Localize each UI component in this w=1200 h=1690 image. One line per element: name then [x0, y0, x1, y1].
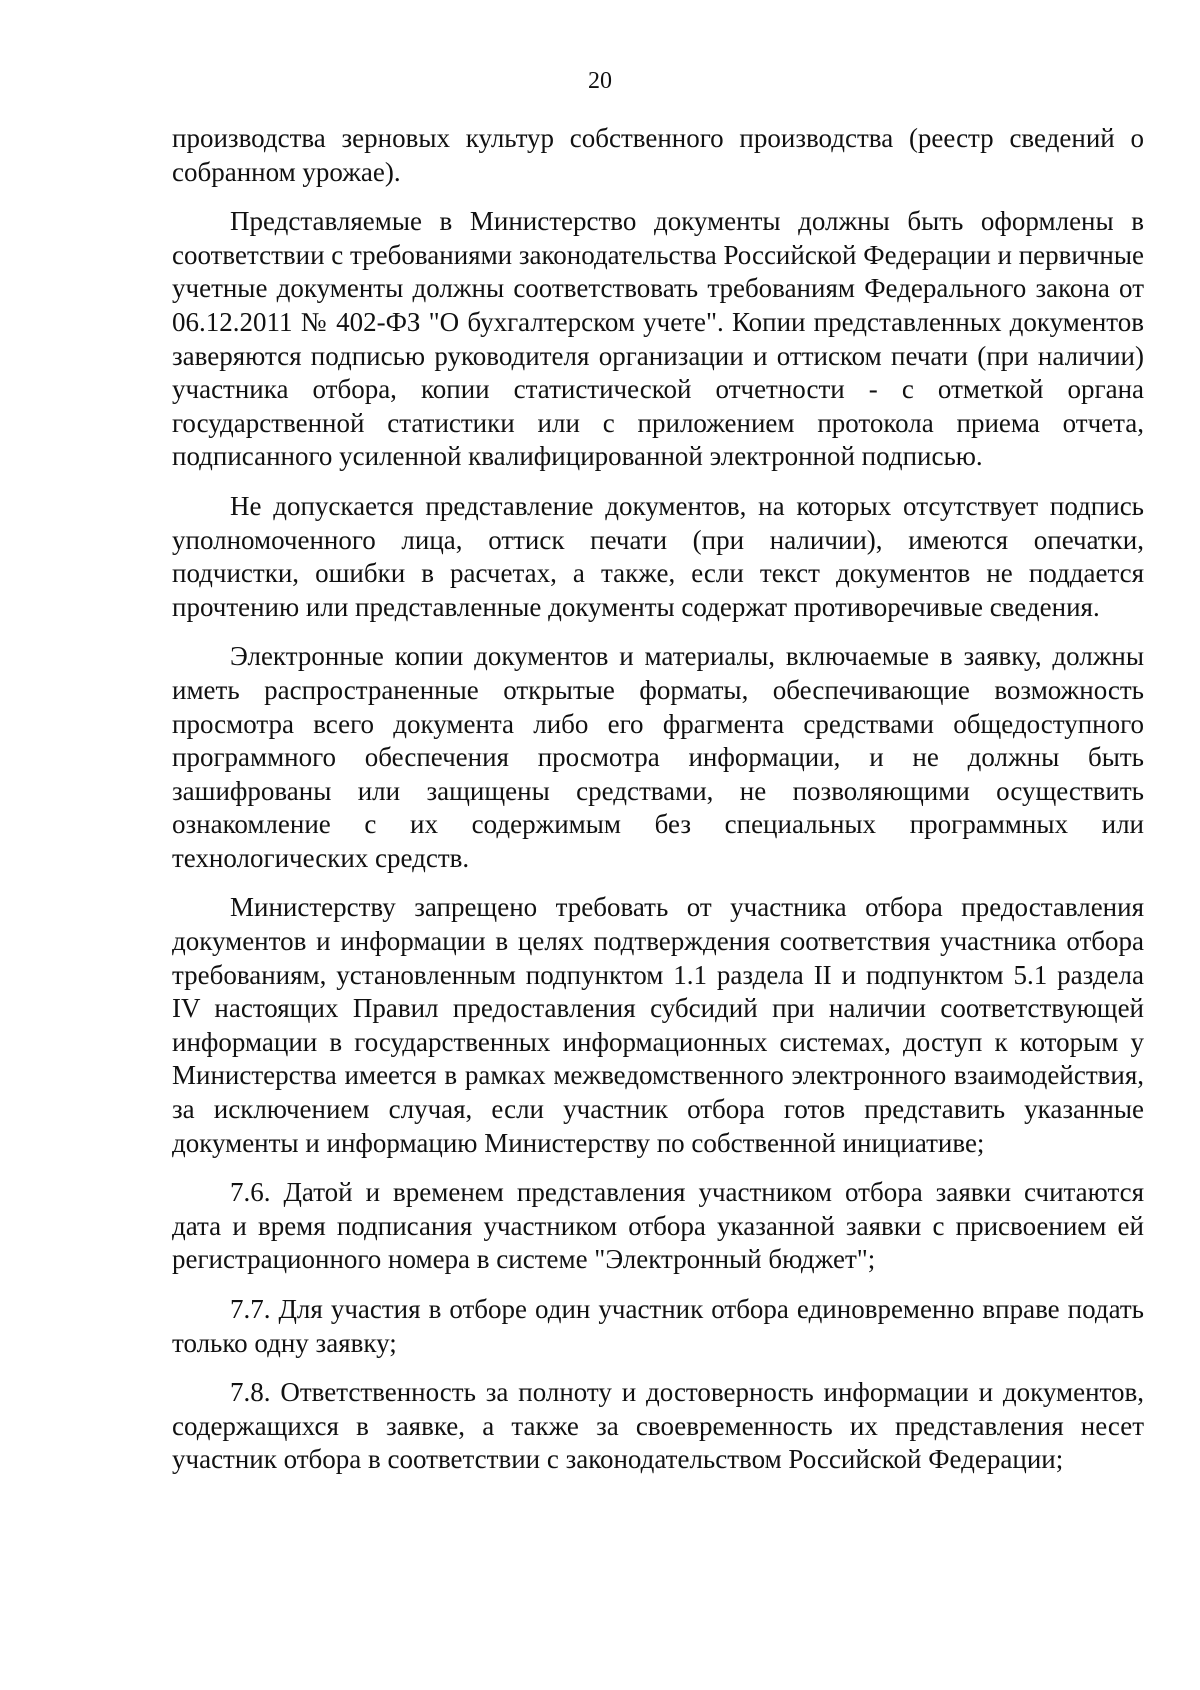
page-number: 20: [588, 68, 612, 94]
paragraph-continuation: производства зерновых культур собственного производства (реестр сведений о собранном урожае).: [172, 123, 1144, 187]
paragraph-7-8: 7.8. Ответственность за полноту и достоверность информации и документов, содержащихся в заявке, а также за своевременность их представления несет участник отбора в соответствии с законодательством Российской Федерации;: [172, 1377, 1144, 1475]
paragraph-ministry-prohibited: Министерству запрещено требовать от участника отбора предоставления документов и информации в целях подтверждения соответствия участника отбора требованиям, установленным подпунктом 1.1 раздела II и подпунктом 5.1 раздела IV настоящих Правил предоставления субсидий при наличии соответствующей информации в государственных информационных системах, доступ к которым у Министерства имеется в рамках межведомственного электронного взаимодействия, за исключением случая, если участник отбора готов представить указанные документы и информацию Министерству по собственной инициативе;: [172, 892, 1144, 1158]
document-body: [172, 122, 1144, 1493]
paragraph-electronic-copies: Электронные копии документов и материалы, включаемые в заявку, должны иметь распространенные открытые форматы, обеспечивающие возможность просмотра всего документа либо его фрагмента средствами общедоступного программного обеспечения просмотра информации, и не должны быть зашифрованы или защищены средствами, не позволяющими осуществить ознакомление с их содержимым без специальных программных или технологических средств.: [172, 641, 1144, 873]
paragraph-7-7: 7.7. Для участия в отборе один участник отбора единовременно вправе подать только одну заявку;: [172, 1294, 1144, 1358]
paragraph-not-allowed: Не допускается представление документов, на которых отсутствует подпись уполномоченного лица, оттиск печати (при наличии), имеются опечатки, подчистки, ошибки в расчетах, а также, если текст документов не поддается прочтению или представленные документы содержат противоречивые сведения.: [172, 490, 1144, 622]
paragraph-documents-requirements: Представляемые в Министерство документы должны быть оформлены в соответствии с требованиями законодательства Российской Федерации и первичные учетные документы должны соответствовать требованиям Федерального закона от 06.12.2011 № 402-ФЗ "О бухгалтерском учете". Копии представленных документов заверяются подписью руководителя организации и оттиском печати (при наличии) участника отбора, копии статистической отчетности - с отметкой органа государственной статистики или с приложением протокола приема отчета, подписанного усиленной квалифицированной электронной подписью.: [172, 206, 1144, 472]
paragraph-7-6: 7.6. Датой и временем представления участником отбора заявки считаются дата и время подписания участником отбора указанной заявки с присвоением ей регистрационного номера в системе "Электронный бюджет";: [172, 1177, 1144, 1275]
